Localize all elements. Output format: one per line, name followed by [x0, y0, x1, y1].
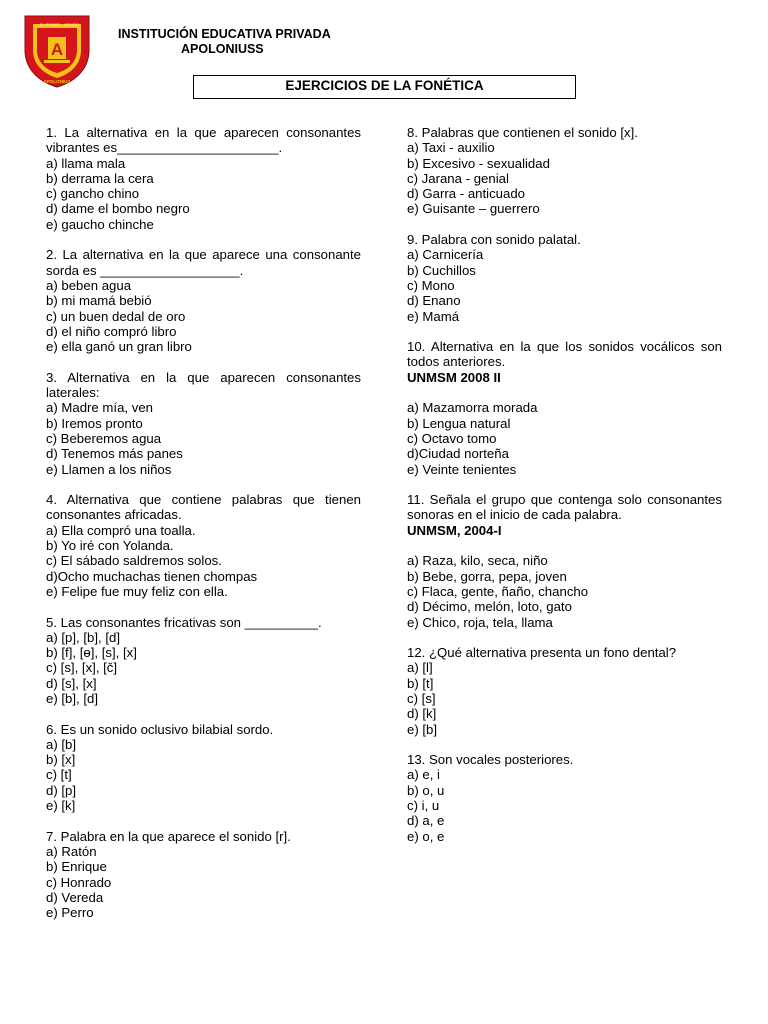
answer-option: c) Jarana - genial: [407, 170, 509, 186]
question-text: 3. Alternativa en la que aparecen consonantes laterales:: [46, 369, 361, 401]
question-text: 8. Palabras que contienen el sonido [x].: [407, 125, 638, 140]
question-text: 1. La alternativa en la que aparecen consonantes vibrantes es______________________.: [46, 125, 361, 156]
answer-option: d) [s], [x]: [46, 675, 97, 691]
answer-option: e) Perro: [46, 905, 94, 921]
question-source: UNMSM 2008 II: [407, 369, 501, 385]
answer-option: c) [t]: [46, 767, 72, 783]
answer-option: d)Ciudad norteña: [407, 446, 509, 462]
answer-option: d) Garra - anticuado: [407, 186, 526, 202]
answer-option: c) Mono: [407, 277, 455, 293]
answer-option: e) Llamen a los niños: [46, 461, 172, 477]
answer-option: c) Beberemos agua: [46, 430, 162, 446]
answer-option: a) [l]: [407, 660, 433, 676]
logo-text-left: EL PODER: [40, 22, 61, 27]
question-text: 10. Alternativa en la que los sonidos vocálicos son todos anteriores.: [407, 339, 722, 370]
question-text: 6. Es un sonido oclusivo bilabial sordo.: [46, 721, 274, 737]
answer-option: a) Raza, kilo, seca, niño: [407, 553, 548, 569]
answer-option: b) [t]: [407, 675, 434, 691]
questions-left-column: [46, 125, 361, 920]
answer-option: c) un buen dedal de oro: [46, 308, 186, 324]
answer-option: d) Enano: [407, 293, 461, 309]
answer-option: d) [k]: [407, 706, 437, 722]
answer-option: d) Décimo, melón, loto, gato: [407, 599, 572, 615]
answer-option: e) Chico, roja, tela, llama: [407, 614, 553, 630]
logo-text-right: CONOC: [64, 22, 79, 27]
question-block: [46, 615, 361, 707]
question-text: 4. Alternativa que contiene palabras que tienen consonantes africadas.: [46, 492, 361, 523]
question-text: 5. Las consonantes fricativas son __________.: [46, 614, 322, 630]
school-logo: [20, 12, 94, 88]
answer-option: b) Enrique: [46, 859, 107, 875]
answer-option: d)Ocho muchachas tienen chompas: [46, 568, 258, 584]
answer-option: e) gaucho chinche: [46, 216, 154, 232]
answer-option: a) [b]: [46, 736, 77, 752]
question-block: [407, 492, 722, 630]
question-text: 9. Palabra con sonido palatal.: [407, 232, 581, 248]
answer-option: a) Taxi - auxilio: [407, 140, 495, 156]
institution-name-line1: INSTITUCIÓN EDUCATIVA PRIVADA: [118, 27, 331, 41]
answer-option: d) Tenemos más panes: [46, 446, 183, 462]
answer-option: e) [b], [d]: [46, 690, 99, 706]
answer-option: d) [p]: [46, 782, 77, 798]
answer-option: e) o, e: [407, 828, 445, 844]
answer-option: e) Veinte tenientes: [407, 461, 517, 477]
answer-option: b) Iremos pronto: [46, 415, 143, 431]
answer-option: c) Honrado: [46, 874, 112, 890]
answer-option: c) i, u: [407, 798, 440, 814]
answer-option: a) Ratón: [46, 843, 97, 859]
answer-option: b) [x]: [46, 752, 76, 768]
answer-option: c) Flaca, gente, ñaño, chancho: [407, 583, 589, 599]
answer-option: e) [b]: [407, 721, 438, 737]
answer-option: d) el niño compró libro: [46, 323, 177, 339]
institution-name-line2: APOLONIUSS: [181, 42, 264, 56]
worksheet-title: EJERCICIOS DE LA FONÉTICA: [285, 78, 484, 93]
answer-option: e) ella ganó un gran libro: [46, 339, 192, 355]
question-block: [46, 829, 361, 921]
answer-option: c) [s]: [407, 690, 436, 706]
answer-option: e) Mamá: [407, 308, 460, 324]
questions-right-column: [407, 125, 722, 844]
question-block: [46, 492, 361, 599]
answer-option: b) Cuchillos: [407, 262, 476, 278]
question-text: 2. La alternativa en la que aparece una consonante sorda es ___________________.: [46, 247, 361, 278]
question-block: [46, 247, 361, 354]
answer-option: d) dame el bombo negro: [46, 201, 190, 217]
logo-letter: A: [50, 40, 64, 59]
answer-option: a) Ella compró una toalla.: [46, 522, 196, 538]
answer-option: c) Octavo tomo: [407, 430, 497, 446]
logo-text-bottom: APOLONIUS: [43, 79, 71, 84]
answer-option: a) llama mala: [46, 155, 126, 171]
question-block: [407, 232, 722, 324]
answer-option: e) Felipe fue muy feliz con ella.: [46, 583, 228, 599]
question-text: 13. Son vocales posteriores.: [407, 752, 574, 768]
question-text: 12. ¿Qué alternativa presenta un fono dental?: [407, 645, 677, 661]
question-block: [407, 125, 722, 217]
question-text: 7. Palabra en la que aparece el sonido [r].: [46, 828, 291, 844]
question-block: [407, 339, 722, 477]
answer-option: b) Excesivo - sexualidad: [407, 155, 550, 171]
answer-option: b) Yo iré con Yolanda.: [46, 538, 174, 554]
answer-option: b) derrama la cera: [46, 170, 154, 186]
question-block: [46, 722, 361, 814]
answer-option: b) Bebe, gorra, pepa, joven: [407, 568, 567, 584]
question-block: [407, 645, 722, 737]
answer-option: c) [s], [x], [č]: [46, 660, 118, 676]
answer-option: b) [f], [ɵ], [s], [x]: [46, 645, 137, 661]
answer-option: a) Madre mía, ven: [46, 400, 154, 416]
answer-option: a) Mazamorra morada: [407, 400, 538, 416]
worksheet-title-box: [193, 75, 576, 99]
answer-option: b) Lengua natural: [407, 415, 511, 431]
answer-option: c) El sábado saldremos solos.: [46, 553, 222, 569]
answer-option: c) gancho chino: [46, 186, 140, 202]
answer-option: a) Carnicería: [407, 247, 484, 263]
answer-option: a) beben agua: [46, 277, 132, 293]
question-text: 11. Señala el grupo que contenga solo consonantes sonoras en el inicio de cada palabra.: [407, 492, 722, 523]
question-source: UNMSM, 2004-I: [407, 522, 502, 538]
answer-option: d) a, e: [407, 813, 445, 829]
answer-option: e) [k]: [46, 798, 76, 814]
question-block: [46, 125, 361, 232]
answer-option: b) o, u: [407, 782, 445, 798]
answer-option: a) e, i: [407, 767, 440, 783]
answer-option: e) Guisante – guerrero: [407, 201, 540, 217]
answer-option: d) Vereda: [46, 889, 104, 905]
answer-option: a) [p], [b], [d]: [46, 629, 121, 645]
answer-option: b) mi mamá bebió: [46, 293, 152, 309]
question-block: [407, 752, 722, 844]
question-block: [46, 370, 361, 477]
